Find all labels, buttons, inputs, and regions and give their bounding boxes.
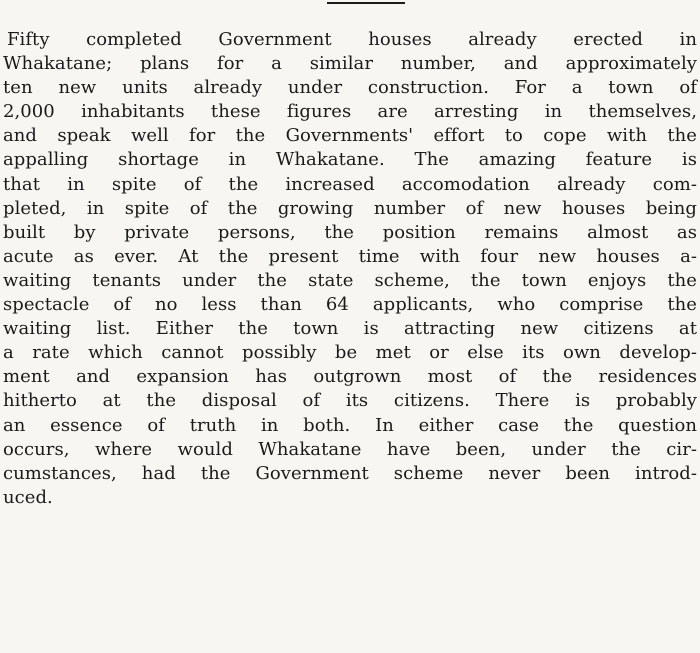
text-line: pleted, in spite of the growing number of new houses being — [3, 197, 697, 219]
text-line: 2,000 inhabitants these figures are arresting in themselves, — [3, 101, 697, 123]
text-line: that in spite of the increased accomodation already com- — [3, 173, 697, 195]
text-line: waiting tenants under the state scheme, the town enjoys the — [3, 269, 697, 291]
text-line: cumstances, had the Government scheme never been introd- — [3, 462, 697, 484]
text-line: waiting list. Either the town is attracting new citizens at — [3, 318, 697, 340]
text-line: an essence of truth in both. In either case the question — [3, 414, 697, 436]
text-line: and speak well for the Governments' effort to cope with the — [3, 125, 697, 147]
text-line: ten new units already under construction. For a town of — [3, 77, 697, 99]
article-body — [3, 28, 697, 510]
text-line: Fifty completed Government houses already erected in — [7, 29, 697, 50]
text-line: uced. — [3, 486, 53, 508]
text-line: a rate which cannot possibly be met or else its own develop- — [3, 342, 697, 364]
text-line: appalling shortage in Whakatane. The amazing feature is — [3, 149, 697, 171]
text-line: hitherto at the disposal of its citizens. There is probably — [3, 390, 697, 412]
header-rule — [327, 2, 405, 4]
text-line: built by private persons, the position remains almost as — [3, 221, 697, 243]
text-line: occurs, where would Whakatane have been, under the cir- — [3, 438, 697, 460]
text-line: spectacle of no less than 64 applicants, who comprise the — [3, 294, 697, 316]
text-line: ment and expansion has outgrown most of the residences — [3, 366, 697, 388]
text-line: acute as ever. At the present time with four new houses a- — [3, 245, 697, 267]
text-line: Whakatane; plans for a similar number, and approximately — [3, 53, 697, 75]
